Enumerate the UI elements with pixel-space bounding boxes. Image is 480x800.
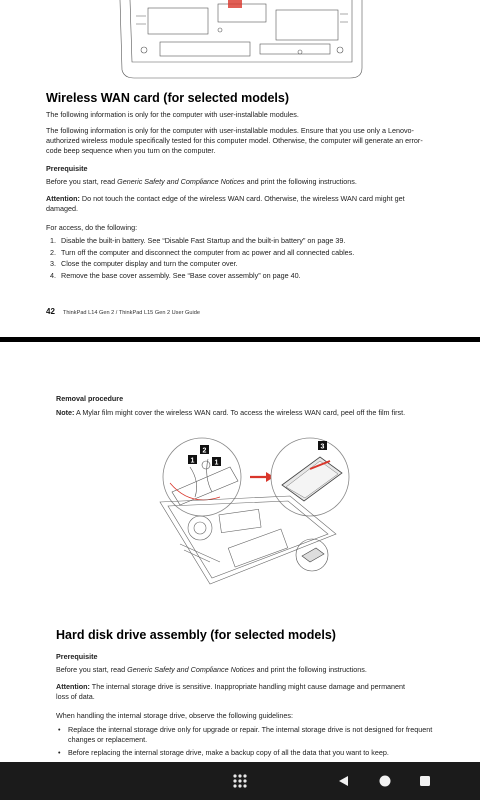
attention-note: Attention: Do not touch the contact edge of the wireless WAN card. Otherwise, the wireless WAN card might get damaged.	[46, 194, 405, 213]
document-page-42	[0, 0, 480, 336]
page-number: 42	[46, 307, 55, 316]
list-item: • Replace the internal storage drive only for upgrade or repair. The internal storage drive is not designed for frequent changes or replacement.	[58, 725, 450, 745]
list-item: 1. Disable the built-in battery. See “Disable Fast Startup and the built-in battery” on page 39.	[50, 236, 346, 245]
intro-text: The following information is only for the computer with user-installable modules.	[46, 110, 299, 119]
recents-square-icon[interactable]	[412, 762, 438, 800]
module-info-paragraph: The following information is only for the computer with user-installable modules. Ensure that you use only a Lenovo-authorized wireless module specifically tested for this computer model. Otherwise, the computer will generate an error-code beep sequence when you turn on the computer.	[46, 126, 423, 155]
list-item: 4. Remove the base cover assembly. See “Base cover assembly” on page 40.	[50, 270, 301, 280]
access-steps-list	[42, 235, 442, 281]
section-title: Wireless WAN card (for selected models)	[46, 91, 290, 105]
access-intro: For access, do the following:	[46, 223, 138, 232]
page-footer	[46, 307, 200, 316]
laptop-base-illustration	[140, 492, 340, 592]
callout-1a: 1	[190, 457, 195, 465]
prerequisite-heading-2: Prerequisite	[56, 652, 98, 661]
prerequisite-heading: Prerequisite	[46, 164, 88, 173]
document-page-43	[0, 342, 480, 762]
list-item: • Before replacing the internal storage drive, make a backup copy of all the data that you want to keep.	[58, 748, 450, 758]
laptop-bottom-illustration	[100, 0, 380, 82]
apps-grid-icon[interactable]	[224, 762, 256, 800]
callout-1b: 1	[214, 459, 219, 467]
callout-3: 3	[320, 443, 325, 451]
prerequisite-text-2: Before you start, read Generic Safety and Compliance Notices and print the following instructions.	[56, 665, 367, 674]
guidelines-intro: When handling the internal storage drive, observe the following guidelines:	[56, 711, 293, 720]
footer-title: ThinkPad L14 Gen 2 / ThinkPad L15 Gen 2 User Guide	[62, 310, 200, 316]
list-item: 2. Turn off the computer and disconnect the computer from ac power and all connected cables.	[50, 247, 355, 257]
mylar-note: Note: A Mylar film might cover the wireless WAN card. To access the wireless WAN card, peel off the film first.	[56, 408, 406, 417]
list-item: 3. Close the computer display and turn the computer over.	[50, 259, 238, 268]
guidelines-list	[58, 725, 450, 761]
section-title-hdd: Hard disk drive assembly (for selected models)	[56, 628, 336, 642]
callout-2: 2	[202, 447, 207, 455]
attention-note-2: Attention: The internal storage drive is sensitive. Inappropriate handling might cause damage and permanent loss of data.	[56, 682, 406, 701]
removal-procedure-heading: Removal procedure	[56, 394, 124, 403]
prerequisite-text: Before you start, read Generic Safety and Compliance Notices and print the following instructions.	[46, 177, 357, 186]
system-navigation-bar	[0, 762, 480, 800]
back-triangle-icon[interactable]	[330, 762, 356, 800]
home-circle-icon[interactable]	[372, 762, 398, 800]
